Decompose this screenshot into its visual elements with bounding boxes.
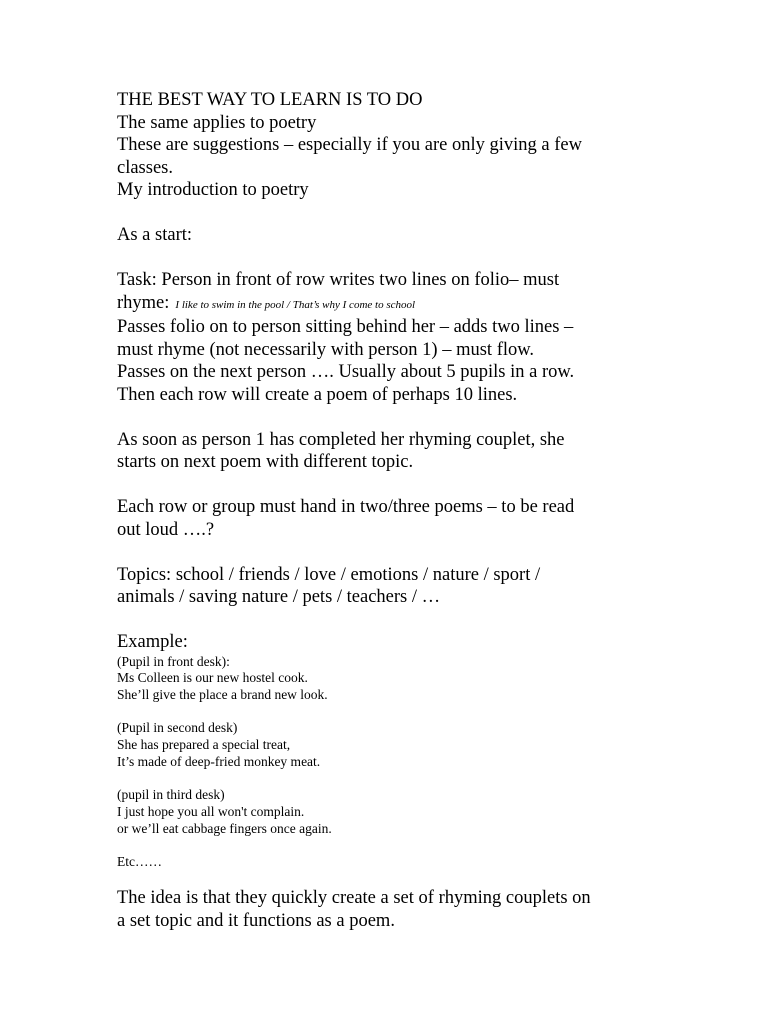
conclusion-line: a set topic and it functions as a poem.	[117, 910, 395, 931]
task-line: Passes on the next person …. Usually about 5 pupils in a row.	[117, 362, 575, 382]
example-verse-line: She has prepared a special treat,	[117, 737, 291, 752]
example-speaker: (Pupil in second desk)	[117, 720, 238, 736]
document-heading: THE BEST WAY TO LEARN IS TO DO	[117, 90, 423, 110]
task-rhyme-label: rhyme:	[117, 292, 170, 313]
task-line	[117, 292, 677, 317]
intro-line: The same applies to poetry	[117, 112, 317, 133]
example-etc: Etc……	[117, 853, 162, 869]
spacer	[117, 609, 677, 632]
task-line: Then each row will create a poem of perhaps 10 lines.	[117, 384, 518, 405]
couplet-line: starts on next poem with different topic.	[117, 452, 414, 472]
document-page	[117, 89, 677, 932]
intro-line: classes.	[117, 157, 173, 178]
spacer	[117, 202, 677, 225]
task-line: must rhyme (not necessarily with person 1) – must flow.	[117, 339, 535, 360]
example-block-second-desk	[117, 720, 677, 770]
spacer	[117, 871, 677, 888]
example-block-third-desk	[117, 787, 677, 837]
example-verse-line: Ms Colleen is our new hostel cook.	[117, 670, 308, 686]
group-line: out loud ….?	[117, 519, 215, 540]
spacer	[117, 837, 677, 854]
spacer	[117, 406, 677, 429]
conclusion-line: The idea is that they quickly create a set of rhyming couplets on	[117, 888, 591, 909]
group-paragraph	[117, 496, 677, 541]
spacer	[117, 541, 677, 564]
spacer	[117, 770, 677, 787]
couplet-line: As soon as person 1 has completed her rhyming couplet, she	[117, 429, 565, 450]
spacer	[117, 247, 677, 270]
intro-line: My introduction to poetry	[117, 180, 309, 200]
topics-line: Topics: school / friends / love / emotions / nature / sport /	[117, 564, 541, 585]
intro-line: These are suggestions – especially if you are only giving a few	[117, 135, 582, 155]
start-label: As a start:	[117, 225, 193, 245]
spacer	[117, 704, 677, 721]
example-label: Example:	[117, 632, 188, 652]
couplet-paragraph	[117, 429, 677, 474]
example-block-front-desk	[117, 654, 677, 704]
example-verse-line: She’ll give the place a brand new look.	[117, 686, 328, 702]
example-verse-line: It’s made of deep-fried monkey meat.	[117, 753, 321, 769]
example-verse-line: or we’ll eat cabbage fingers once again.	[117, 820, 332, 836]
example-speaker: (Pupil in front desk):	[117, 653, 230, 669]
group-line: Each row or group must hand in two/three poems – to be read	[117, 497, 575, 517]
intro-paragraph	[117, 89, 677, 202]
inline-rhyme-example: I like to swim in the pool / That’s why I come to school	[175, 298, 416, 311]
topics-paragraph	[117, 564, 677, 609]
conclusion-paragraph	[117, 887, 677, 932]
task-line: Task: Person in front of row writes two lines on folio– must	[117, 270, 560, 290]
example-verse-line: I just hope you all won't complain.	[117, 803, 305, 819]
task-line: Passes folio on to person sitting behind her – adds two lines –	[117, 317, 574, 337]
task-paragraph	[117, 269, 677, 406]
spacer	[117, 474, 677, 497]
example-speaker: (pupil in third desk)	[117, 787, 225, 803]
topics-line: animals / saving nature / pets / teachers / …	[117, 587, 441, 607]
